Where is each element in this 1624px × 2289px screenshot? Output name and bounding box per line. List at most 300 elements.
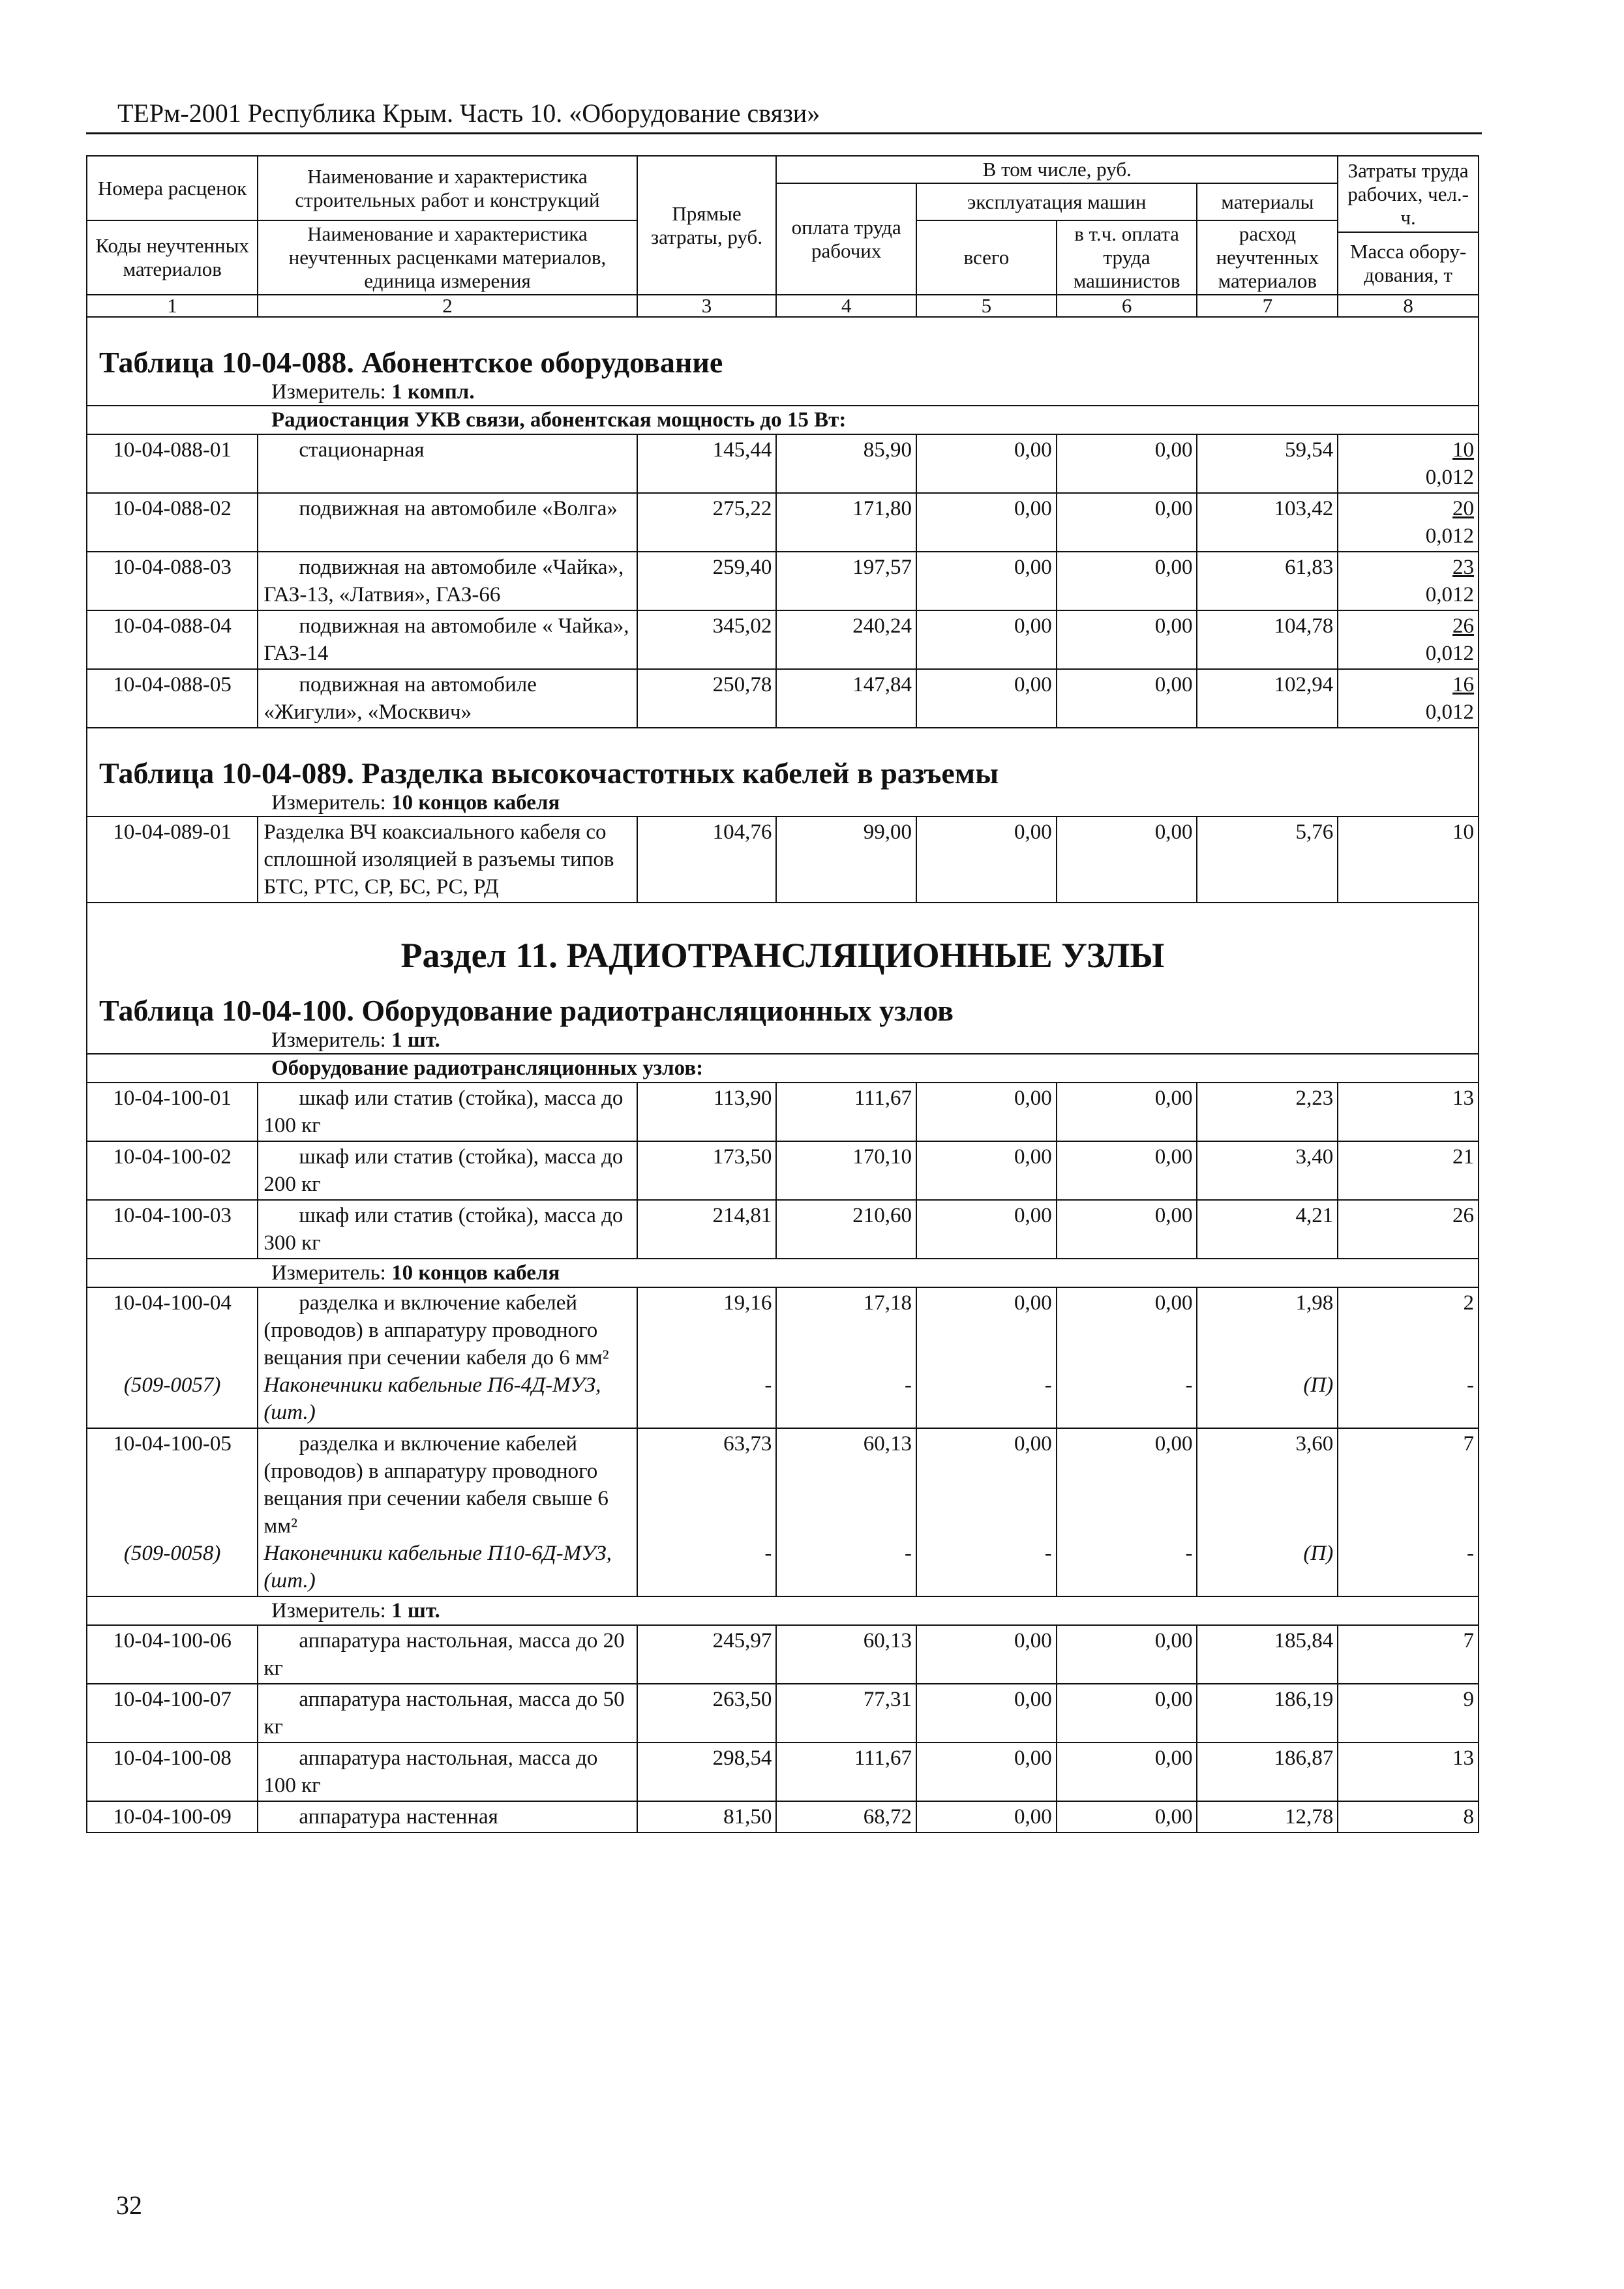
worker-pay bbox=[776, 669, 916, 728]
worker-pay bbox=[776, 1801, 916, 1833]
materials-cost bbox=[1197, 552, 1338, 610]
table-row bbox=[87, 552, 1479, 610]
table-row bbox=[87, 1428, 1479, 1596]
direct-cost bbox=[637, 1684, 777, 1743]
work-name bbox=[258, 1801, 637, 1833]
work-name-text: подвижная на автомобиле «Жигули», «Москвич» bbox=[263, 673, 537, 724]
machinist-pay-value: 0,00 bbox=[1154, 1746, 1193, 1770]
table-row bbox=[87, 1141, 1479, 1200]
machine-cost bbox=[916, 1743, 1057, 1801]
rate-code-text: 10-04-088-04 bbox=[113, 614, 232, 638]
machinist-pay bbox=[1057, 1200, 1197, 1259]
rate-code-text: 10-04-100-03 bbox=[113, 1204, 232, 1227]
column-number-row bbox=[87, 295, 1479, 317]
rate-code bbox=[87, 552, 258, 610]
direct-cost bbox=[637, 1083, 777, 1141]
column-number: 3 bbox=[637, 295, 777, 317]
materials-cost-value: 5,76 bbox=[1295, 820, 1334, 844]
work-name-text: стационарная bbox=[299, 438, 425, 462]
table-title: Таблица 10-04-100. Оборудование радиотрансляционных узлов bbox=[87, 975, 1479, 1027]
labor-value: 2 bbox=[1463, 1291, 1474, 1315]
direct-cost-value: 19,16 bbox=[723, 1291, 772, 1315]
labor-cost bbox=[1338, 493, 1479, 552]
labor-value: 21 bbox=[1452, 1145, 1474, 1169]
header-cell: Затраты труда рабочих, чел.-ч. bbox=[1338, 156, 1479, 232]
labor-cost bbox=[1338, 1801, 1479, 1833]
machine-cost-value: 0,00 bbox=[1014, 820, 1052, 844]
work-name bbox=[258, 1083, 637, 1141]
direct-cost-value: 259,40 bbox=[712, 556, 772, 579]
table-row bbox=[87, 434, 1479, 493]
machinist-pay bbox=[1057, 1428, 1197, 1596]
work-name bbox=[258, 493, 637, 552]
machine-cost bbox=[916, 1801, 1057, 1833]
materials-cost bbox=[1197, 1083, 1338, 1141]
materials-cost-value: 102,94 bbox=[1274, 673, 1334, 696]
machinist-pay-value: 0,00 bbox=[1154, 1805, 1193, 1829]
work-name-text: подвижная на автомобиле «Волга» bbox=[299, 497, 618, 520]
machinist-pay-value: 0,00 bbox=[1154, 1145, 1193, 1169]
work-name bbox=[258, 552, 637, 610]
labor-cost bbox=[1338, 1083, 1479, 1141]
dash: - bbox=[1044, 1373, 1052, 1397]
header-cell: материалы bbox=[1197, 183, 1338, 220]
machinist-pay bbox=[1057, 1801, 1197, 1833]
column-number: 1 bbox=[87, 295, 258, 317]
materials-cost bbox=[1197, 1428, 1338, 1596]
labor-cost bbox=[1338, 1287, 1479, 1428]
machinist-pay bbox=[1057, 434, 1197, 493]
worker-pay-value: 60,13 bbox=[863, 1629, 912, 1653]
direct-cost bbox=[637, 552, 777, 610]
direct-cost-value: 214,81 bbox=[712, 1204, 772, 1227]
materials-cost bbox=[1197, 1625, 1338, 1684]
direct-cost-value: 81,50 bbox=[723, 1805, 772, 1829]
labor-value: 26 bbox=[1452, 614, 1474, 638]
machine-cost bbox=[916, 552, 1057, 610]
machine-cost-value: 0,00 bbox=[1014, 673, 1052, 696]
worker-pay-value: 17,18 bbox=[863, 1291, 912, 1315]
worker-pay-value: 77,31 bbox=[863, 1688, 912, 1711]
work-name bbox=[258, 434, 637, 493]
worker-pay bbox=[776, 1200, 916, 1259]
direct-cost bbox=[637, 1625, 777, 1684]
dash: - bbox=[764, 1373, 772, 1397]
labor-cost bbox=[1338, 434, 1479, 493]
direct-cost-value: 250,78 bbox=[712, 673, 772, 696]
table-row bbox=[87, 1684, 1479, 1743]
labor-value: 13 bbox=[1452, 1086, 1474, 1110]
materials-cost bbox=[1197, 1287, 1338, 1428]
worker-pay-value: 171,80 bbox=[852, 497, 912, 520]
rate-code bbox=[87, 669, 258, 728]
labor-cost bbox=[1338, 669, 1479, 728]
machine-cost-value: 0,00 bbox=[1014, 1746, 1052, 1770]
measure-line bbox=[87, 1259, 1479, 1287]
worker-pay-value: 60,13 bbox=[863, 1432, 912, 1456]
rate-code bbox=[87, 1200, 258, 1259]
rate-code bbox=[87, 1287, 258, 1428]
rate-code bbox=[87, 434, 258, 493]
column-number: 7 bbox=[1197, 295, 1338, 317]
machine-cost-value: 0,00 bbox=[1014, 497, 1052, 520]
work-name-text: аппаратура настольная, масса до 20 кг bbox=[263, 1629, 625, 1680]
machine-cost bbox=[916, 1083, 1057, 1141]
labor-value: 23 bbox=[1452, 556, 1474, 579]
worker-pay-value: 170,10 bbox=[852, 1145, 912, 1169]
rate-code bbox=[87, 1083, 258, 1141]
machinist-pay-value: 0,00 bbox=[1154, 556, 1193, 579]
materials-cost bbox=[1197, 1684, 1338, 1743]
machinist-pay bbox=[1057, 1287, 1197, 1428]
measure-line bbox=[87, 1027, 1479, 1054]
machinist-pay bbox=[1057, 1684, 1197, 1743]
column-number: 2 bbox=[258, 295, 637, 317]
machine-cost bbox=[916, 1428, 1057, 1596]
column-number: 6 bbox=[1057, 295, 1197, 317]
materials-cost-value: 104,78 bbox=[1274, 614, 1334, 638]
header-cell: расход неучтенных материалов bbox=[1197, 220, 1338, 295]
machine-cost-value: 0,00 bbox=[1014, 1805, 1052, 1829]
table-row bbox=[87, 816, 1479, 903]
measure-label: Измеритель: bbox=[271, 1599, 392, 1623]
worker-pay-value: 197,57 bbox=[852, 556, 912, 579]
dash: - bbox=[1467, 1373, 1474, 1397]
machine-cost bbox=[916, 669, 1057, 728]
direct-cost-value: 113,90 bbox=[713, 1086, 772, 1110]
table-row bbox=[87, 493, 1479, 552]
work-name-text: подвижная на автомобиле « Чайка», ГАЗ-14 bbox=[263, 614, 629, 665]
machine-cost-value: 0,00 bbox=[1014, 1291, 1052, 1315]
worker-pay bbox=[776, 1743, 916, 1801]
materials-cost-value: 4,21 bbox=[1295, 1204, 1334, 1227]
labor-value: 26 bbox=[1452, 1204, 1474, 1227]
work-name bbox=[258, 1141, 637, 1200]
worker-pay bbox=[776, 610, 916, 669]
worker-pay bbox=[776, 816, 916, 903]
direct-cost-value: 173,50 bbox=[712, 1145, 772, 1169]
machine-cost bbox=[916, 1287, 1057, 1428]
work-name bbox=[258, 669, 637, 728]
table-100-body-c bbox=[87, 1625, 1479, 1833]
table-header-row bbox=[87, 156, 1479, 183]
materials-cost-value: 2,23 bbox=[1295, 1086, 1334, 1110]
dash: - bbox=[1185, 1373, 1193, 1397]
worker-pay bbox=[776, 1625, 916, 1684]
machinist-pay bbox=[1057, 1743, 1197, 1801]
machinist-pay-value: 0,00 bbox=[1154, 673, 1193, 696]
direct-cost-value: 104,76 bbox=[712, 820, 772, 844]
materials-cost bbox=[1197, 1801, 1338, 1833]
header-cell: в т.ч. оплата труда машинистов bbox=[1057, 220, 1197, 295]
labor-cost bbox=[1338, 1428, 1479, 1596]
rate-code-text: 10-04-100-07 bbox=[113, 1688, 232, 1711]
materials-cost bbox=[1197, 1743, 1338, 1801]
material-name: Наконечники кабельные П10-6Д-МУЗ, (шт.) bbox=[263, 1542, 612, 1593]
direct-cost bbox=[637, 1801, 777, 1833]
dash: - bbox=[1044, 1542, 1052, 1565]
table-row bbox=[87, 1625, 1479, 1684]
labor-cost bbox=[1338, 1743, 1479, 1801]
page-number: 32 bbox=[116, 2191, 142, 2220]
header-cell: эксплуатация машин bbox=[916, 183, 1197, 220]
header-rule bbox=[86, 132, 1482, 134]
direct-cost bbox=[637, 610, 777, 669]
header-cell: В том числе, руб. bbox=[776, 156, 1338, 183]
machinist-pay-value: 0,00 bbox=[1154, 1688, 1193, 1711]
header-cell: Коды неучтенных материалов bbox=[87, 220, 258, 295]
work-name bbox=[258, 1743, 637, 1801]
rate-code bbox=[87, 1743, 258, 1801]
machine-cost-value: 0,00 bbox=[1014, 1086, 1052, 1110]
direct-cost-value: 245,97 bbox=[712, 1629, 772, 1653]
table-089-body bbox=[87, 816, 1479, 903]
labor-cost bbox=[1338, 1200, 1479, 1259]
labor-cost bbox=[1338, 816, 1479, 903]
mass-value: 0,012 bbox=[1425, 466, 1474, 489]
header-cell: всего bbox=[916, 220, 1057, 295]
machinist-pay-value: 0,00 bbox=[1154, 1204, 1193, 1227]
machinist-pay-value: 0,00 bbox=[1154, 497, 1193, 520]
dash: - bbox=[1467, 1542, 1474, 1565]
header-cell: Наименование и характеристика строительных работ и конструкций bbox=[258, 156, 637, 220]
machine-cost-value: 0,00 bbox=[1014, 556, 1052, 579]
table-title: Таблица 10-04-088. Абонентское оборудование bbox=[87, 317, 1479, 379]
material-code: (509-0057) bbox=[123, 1373, 221, 1397]
labor-cost bbox=[1338, 552, 1479, 610]
direct-cost bbox=[637, 1743, 777, 1801]
header-cell: Прямые затраты, руб. bbox=[637, 156, 777, 295]
materials-cost bbox=[1197, 1200, 1338, 1259]
materials-cost bbox=[1197, 610, 1338, 669]
direct-cost bbox=[637, 1287, 777, 1428]
material-code: (509-0058) bbox=[123, 1542, 221, 1565]
worker-pay-value: 99,00 bbox=[863, 820, 912, 844]
work-name-text: шкаф или статив (стойка), масса до 100 кг bbox=[263, 1086, 624, 1137]
header-cell: Наименование и характеристика неучтенных расценками материалов, единица измерения bbox=[258, 220, 637, 295]
table-088-body bbox=[87, 434, 1479, 728]
direct-cost-value: 275,22 bbox=[712, 497, 772, 520]
column-number: 8 bbox=[1338, 295, 1479, 317]
labor-value: 16 bbox=[1452, 673, 1474, 696]
running-head: ТЕРм-2001 Республика Крым. Часть 10. «Оборудование связи» bbox=[117, 98, 820, 128]
worker-pay-value: 85,90 bbox=[863, 438, 912, 462]
labor-value: 8 bbox=[1463, 1805, 1474, 1829]
direct-cost bbox=[637, 1428, 777, 1596]
rate-code bbox=[87, 1801, 258, 1833]
column-number: 5 bbox=[916, 295, 1057, 317]
dash: - bbox=[905, 1373, 912, 1397]
machinist-pay-value: 0,00 bbox=[1154, 1291, 1193, 1315]
machine-cost bbox=[916, 816, 1057, 903]
materials-cost bbox=[1197, 434, 1338, 493]
materials-cost-value: 1,98 bbox=[1295, 1291, 1334, 1315]
worker-pay bbox=[776, 1083, 916, 1141]
labor-value: 13 bbox=[1452, 1746, 1474, 1770]
work-name-text: аппаратура настенная bbox=[299, 1805, 498, 1829]
worker-pay bbox=[776, 1141, 916, 1200]
materials-cost-value: 12,78 bbox=[1284, 1805, 1334, 1829]
dash: - bbox=[764, 1542, 772, 1565]
direct-cost bbox=[637, 669, 777, 728]
work-name bbox=[258, 610, 637, 669]
materials-cost-value: 3,60 bbox=[1295, 1432, 1334, 1456]
rates-table bbox=[86, 155, 1479, 1833]
rate-code-text: 10-04-100-08 bbox=[113, 1746, 232, 1770]
group-heading: Оборудование радиотрансляционных узлов: bbox=[87, 1054, 1479, 1083]
rate-code-text: 10-04-088-03 bbox=[113, 556, 232, 579]
work-name bbox=[258, 1287, 637, 1428]
direct-cost bbox=[637, 816, 777, 903]
rate-code bbox=[87, 816, 258, 903]
work-name bbox=[258, 1428, 637, 1596]
rate-code-text: 10-04-100-02 bbox=[113, 1145, 232, 1169]
machine-cost bbox=[916, 1684, 1057, 1743]
machinist-pay-value: 0,00 bbox=[1154, 820, 1193, 844]
measure-label: Измеритель: bbox=[271, 380, 392, 404]
labor-cost bbox=[1338, 1625, 1479, 1684]
direct-cost bbox=[637, 434, 777, 493]
rate-code-text: 10-04-088-02 bbox=[113, 497, 232, 520]
labor-value: 10 bbox=[1452, 820, 1474, 844]
rate-code-text: 10-04-088-01 bbox=[113, 438, 232, 462]
worker-pay-value: 68,72 bbox=[863, 1805, 912, 1829]
materials-cost-value: 103,42 bbox=[1274, 497, 1334, 520]
rate-code bbox=[87, 1428, 258, 1596]
work-name-text: разделка и включение кабелей (проводов) в аппаратуру проводного вещания при сечении кабеля свыше 6 мм² bbox=[263, 1432, 609, 1538]
header-cell: оплата труда рабочих bbox=[776, 183, 916, 295]
measure-line bbox=[87, 1596, 1479, 1625]
materials-cost-value: 61,83 bbox=[1284, 556, 1334, 579]
machinist-pay-value: 0,00 bbox=[1154, 614, 1193, 638]
table-row bbox=[87, 1200, 1479, 1259]
machinist-pay bbox=[1057, 493, 1197, 552]
measure-line bbox=[87, 379, 1479, 406]
machinist-pay bbox=[1057, 1141, 1197, 1200]
materials-cost bbox=[1197, 493, 1338, 552]
machinist-pay-value: 0,00 bbox=[1154, 1432, 1193, 1456]
labor-value: 9 bbox=[1463, 1688, 1474, 1711]
group-heading: Радиостанция УКВ связи, абонентская мощность до 15 Вт: bbox=[87, 406, 1479, 434]
work-name-text: подвижная на автомобиле «Чайка», ГАЗ-13, «Латвия», ГАЗ-66 bbox=[263, 556, 624, 606]
worker-pay bbox=[776, 552, 916, 610]
labor-value: 7 bbox=[1463, 1432, 1474, 1456]
rate-code-text: 10-04-100-09 bbox=[113, 1805, 232, 1829]
measure-value: 1 компл. bbox=[391, 380, 475, 404]
material-name: Наконечники кабельные П6-4Д-МУЗ, (шт.) bbox=[263, 1373, 601, 1424]
materials-cost bbox=[1197, 669, 1338, 728]
work-name-text: аппаратура настольная, масса до 100 кг bbox=[263, 1746, 598, 1797]
header-cell: Масса обору-дования, т bbox=[1338, 232, 1479, 295]
measure-value: 10 концов кабеля bbox=[391, 1261, 560, 1285]
measure-value: 1 шт. bbox=[391, 1599, 440, 1623]
table-title: Таблица 10-04-089. Разделка высокочастотных кабелей в разъемы bbox=[87, 728, 1479, 790]
worker-pay bbox=[776, 1287, 916, 1428]
materials-cost-value: 186,19 bbox=[1274, 1688, 1334, 1711]
work-name-text: Разделка ВЧ коаксиального кабеля со сплошной изоляцией в разъемы типов БТС, РТС, СР, БС, РС, РД bbox=[263, 820, 614, 899]
rate-code bbox=[87, 610, 258, 669]
materials-cost bbox=[1197, 1141, 1338, 1200]
machine-cost bbox=[916, 1200, 1057, 1259]
labor-value: 20 bbox=[1452, 497, 1474, 520]
table-row bbox=[87, 1801, 1479, 1833]
column-number: 4 bbox=[776, 295, 916, 317]
machinist-pay-value: 0,00 bbox=[1154, 438, 1193, 462]
machine-cost-value: 0,00 bbox=[1014, 1145, 1052, 1169]
rate-code-text: 10-04-100-06 bbox=[113, 1629, 232, 1653]
machine-cost-value: 0,00 bbox=[1014, 438, 1052, 462]
direct-cost bbox=[637, 1141, 777, 1200]
machine-cost bbox=[916, 493, 1057, 552]
labor-value: 10 bbox=[1452, 438, 1474, 462]
labor-cost bbox=[1338, 1141, 1479, 1200]
rate-code bbox=[87, 493, 258, 552]
machine-cost-value: 0,00 bbox=[1014, 614, 1052, 638]
mass-value: 0,012 bbox=[1425, 583, 1474, 606]
dash: - bbox=[1185, 1542, 1193, 1565]
materials-cost-value: 186,87 bbox=[1274, 1746, 1334, 1770]
table-row bbox=[87, 669, 1479, 728]
machine-cost bbox=[916, 610, 1057, 669]
measure-label: Измеритель: bbox=[271, 1028, 392, 1052]
work-name-text: аппаратура настольная, масса до 50 кг bbox=[263, 1688, 625, 1739]
material-qty: (П) bbox=[1303, 1542, 1334, 1565]
table-row bbox=[87, 1287, 1479, 1428]
measure-label: Измеритель: bbox=[271, 791, 392, 815]
section-title: Раздел 11. РАДИОТРАНСЛЯЦИОННЫЕ УЗЛЫ bbox=[87, 903, 1479, 975]
machine-cost-value: 0,00 bbox=[1014, 1688, 1052, 1711]
worker-pay-value: 210,60 bbox=[852, 1204, 912, 1227]
rate-code bbox=[87, 1141, 258, 1200]
machinist-pay-value: 0,00 bbox=[1154, 1629, 1193, 1653]
labor-cost bbox=[1338, 610, 1479, 669]
material-qty: (П) bbox=[1303, 1373, 1334, 1397]
materials-cost bbox=[1197, 816, 1338, 903]
measure-line bbox=[87, 790, 1479, 816]
direct-cost-value: 145,44 bbox=[712, 438, 772, 462]
machine-cost-value: 0,00 bbox=[1014, 1204, 1052, 1227]
rate-code-text: 10-04-100-04 bbox=[113, 1291, 232, 1315]
rate-code bbox=[87, 1684, 258, 1743]
measure-value: 1 шт. bbox=[391, 1028, 440, 1052]
machine-cost-value: 0,00 bbox=[1014, 1629, 1052, 1653]
machinist-pay bbox=[1057, 1625, 1197, 1684]
work-name bbox=[258, 1684, 637, 1743]
direct-cost bbox=[637, 1200, 777, 1259]
measure-label: Измеритель: bbox=[271, 1261, 392, 1285]
machine-cost bbox=[916, 1625, 1057, 1684]
machinist-pay bbox=[1057, 552, 1197, 610]
rate-code bbox=[87, 1625, 258, 1684]
measure-value: 10 концов кабеля bbox=[391, 791, 560, 815]
machinist-pay-value: 0,00 bbox=[1154, 1086, 1193, 1110]
labor-cost bbox=[1338, 1684, 1479, 1743]
table-100-body-b bbox=[87, 1287, 1479, 1596]
worker-pay bbox=[776, 434, 916, 493]
worker-pay bbox=[776, 1428, 916, 1596]
table-row bbox=[87, 1083, 1479, 1141]
work-name bbox=[258, 1625, 637, 1684]
materials-cost-value: 59,54 bbox=[1284, 438, 1334, 462]
dash: - bbox=[905, 1542, 912, 1565]
materials-cost-value: 185,84 bbox=[1274, 1629, 1334, 1653]
direct-cost bbox=[637, 493, 777, 552]
mass-value: 0,012 bbox=[1425, 642, 1474, 665]
work-name-text: шкаф или статив (стойка), масса до 200 кг bbox=[263, 1145, 624, 1196]
machinist-pay bbox=[1057, 610, 1197, 669]
work-name bbox=[258, 816, 637, 903]
machinist-pay bbox=[1057, 816, 1197, 903]
